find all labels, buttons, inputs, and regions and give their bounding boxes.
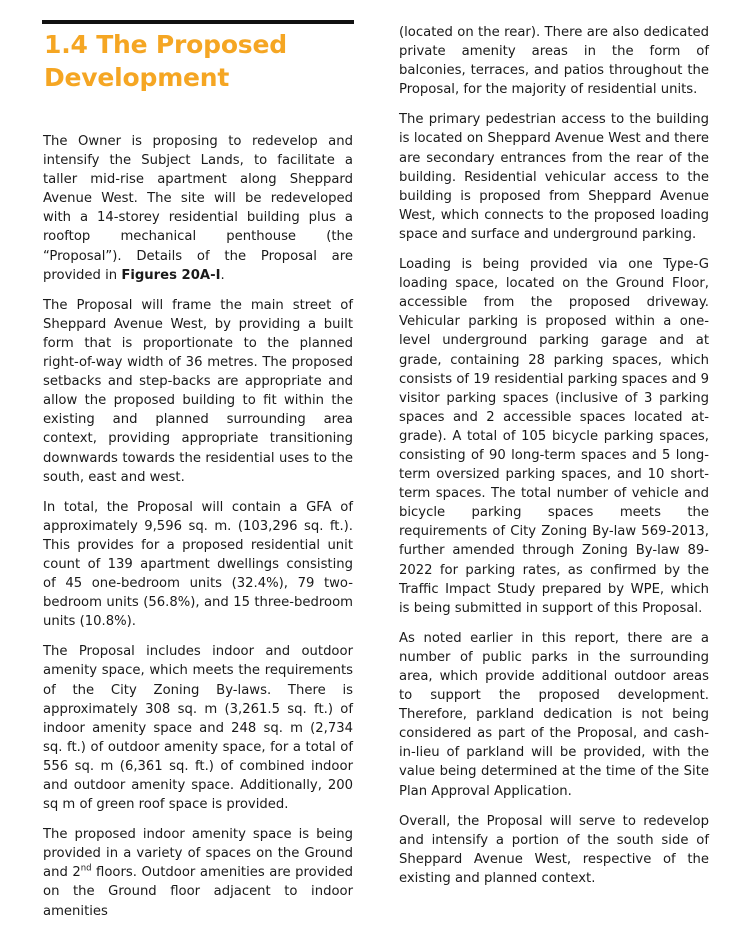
paragraph bbox=[43, 825, 353, 920]
paragraph bbox=[43, 132, 353, 285]
ordinal-superscript: nd bbox=[80, 863, 92, 874]
figures-reference: Figures 20A-I bbox=[121, 267, 221, 283]
paragraph: As noted earlier in this report, there are a number of public parks in the surrounding area, which provide additional outdoor areas to support the proposed development. Therefore, parkland dedication is not being considered as part of the Proposal, and cash-in-lieu of parkland will be provided, with the value being determined at the time of the Site Plan Approval Application. bbox=[399, 630, 709, 799]
paragraph: Overall, the Proposal will serve to redevelop and intensify a portion of the south side of Sheppard Avenue West, respective of the existing and planned context. bbox=[399, 813, 709, 886]
paragraph: In total, the Proposal will contain a GFA of approximately 9,596 sq. m. (103,296 sq. ft.). This provides for a proposed residential unit count of 139 apartment dwellings consisting of 45 one-bedroom units (32.4%), 79 two-bedroom units (56.8%), and 15 three-bedroom units (10.8%). bbox=[43, 499, 353, 630]
paragraph: The Proposal includes indoor and outdoor amenity space, which meets the requirements of the City Zoning By-laws. There is approximately 308 sq. m (3,261.5 sq. ft.) of indoor amenity space and 248 sq. m (2,734 sq. ft.) of outdoor amenity space, for a total of 556 sq. m (6,361 sq. ft.) of combined indoor and outdoor amenity space. Additionally, 200 sq m of green roof space is provided. bbox=[43, 644, 353, 813]
paragraph-text: The Owner is proposing to redevelop and intensify the Subject Lands, to facilitate a taller mid-rise apartment along Sheppard Avenue West. The site will be redeveloped with a 14-storey residential building plus a rooftop mechanical penthouse (the “Proposal”). Details of the Proposal are provided in bbox=[43, 134, 353, 283]
section-heading: 1.4 The Proposed Development bbox=[44, 30, 287, 92]
paragraph: The primary pedestrian access to the building is located on Sheppard Avenue West and there are secondary entrances from the rear of the building. Residential vehicular access to the building is proposed from Sheppard Avenue West, which connects to the proposed loading space and surface and underground parking. bbox=[399, 112, 709, 242]
heading-rule bbox=[42, 20, 354, 24]
right-column bbox=[399, 23, 709, 899]
left-column bbox=[43, 132, 353, 932]
paragraph-text: The proposed indoor amenity space is being provided in a variety of spaces on the Ground and 2 bbox=[43, 827, 353, 881]
paragraph: The Proposal will frame the main street of Sheppard Avenue West, by providing a built form that is proportionate to the planned right-of-way width of 36 metres. The proposed setbacks and step-backs are appropriate and allow the proposed building to fit within the existing and planned surrounding area context, providing appropriate transitioning downwards towards the residential uses to the south, east and west. bbox=[43, 297, 353, 485]
paragraph: Loading is being provided via one Type-G loading space, located on the Ground Floor, accessible from the proposed driveway. Vehicular parking is proposed within a one-level underground parking garage and at grade, containing 28 parking spaces, which consists of 19 residential parking spaces and 9 visitor parking spaces (inclusive of 3 parking spaces and 2 accessible spaces located at-grade). A total of 105 bicycle parking spaces, consisting of 90 long-term spaces and 5 long-term oversized parking spaces, and 10 short-term spaces. The total number of vehicle and bicycle parking spaces meets the requirements of City Zoning By-law 569-2013, further amended through Zoning By-law 89-2022 for parking rates, as confirmed by the Traffic Impact Study prepared by WPE, which is being submitted in support of this Proposal. bbox=[399, 257, 709, 616]
paragraph-text: floors. Outdoor amenities are provided on the Ground floor adjacent to indoor amenities bbox=[43, 865, 353, 919]
paragraph-text: . bbox=[220, 267, 225, 283]
paragraph: (located on the rear). There are also dedicated private amenity areas in the form of balconies, terraces, and patios throughout the Proposal, for the majority of residential units. bbox=[399, 25, 709, 98]
